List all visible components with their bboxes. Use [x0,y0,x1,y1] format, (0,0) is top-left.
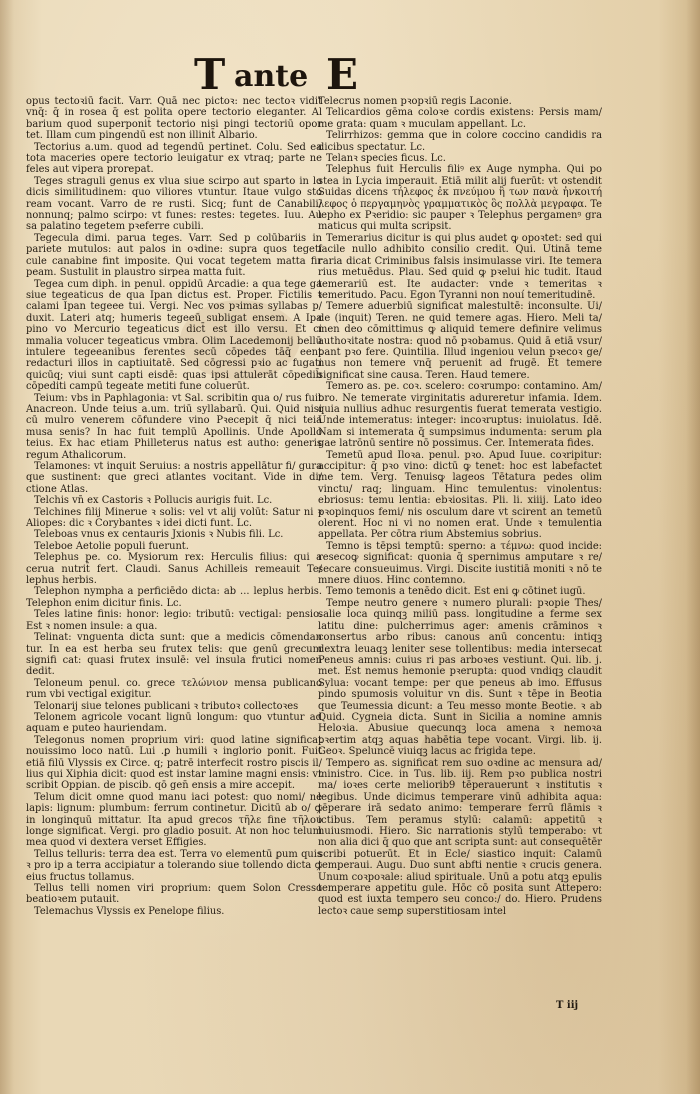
entry: Tegecula dimi. parua teges. Varr. Sed p colūbariis in pariete mutulos: aut palos in oꝛdine: supra quos tegeti cule canabine fint imposite. Qui vocat tegetem matta fir peam. Sustulit in plaustro sirpea matta fuit. [26,232,322,279]
entry: Telonem agricole vocant lignū longum: quo vtuntur ad aquam e puteo hauriendam. [26,711,322,735]
entry: Teium: vbs in Paphlagonia: vt Sal. scribitin qua o/ rus fuit Anacreon. Unde teius a.um. triū syllabarū. Qui. Quid nisi cū mulro venerem cōfundere vino Pꝛecepit q̄ nici teia musa senis? In hac fuit templū Apollinis. Unde Apollo teius. Ex hac etiam Philleterus natus est autho: generis regum Athalicorum. [26,392,322,461]
entry: Tellus telluris: terra dea est. Terra vo elementū ꝑum quis ꝛ pro ip a terra accipiatur a tolerando siue tollendo dicta ꝙ eius fructus tollamus. [26,848,322,883]
entry: Telegonus nomen proprium viri: quod latine significat nouissimo loco natū. Lui .ꝑ humili ꝛ inglorio ponit. Fuit etiā filū Vlyssis ex Circe. q; patrē interfecit rostro piscis il/ lius qui Xiphia dicit: quod est instar lamine magni ensis: vt scribit Oppian. de piscib. qō gen̄ ensis a mire accepit. [26,734,322,792]
entry: Telephus pe. co. Mysiorum rex: Herculis filius: qui a cerua nutrit̄ fert. Claudi. Sanus Achilleis remeauit Te/ lephus herbis. [26,552,322,587]
entry: Telinat: vnguenta dicta sunt: que a medicis cōmendan tur. In ea est herba seu frutex telis: que genū grecum signifi cat: quasi frutex insulē: vel insula frutici nomen dedit. [26,632,322,678]
entry: Telchis vn̄ ex Castoris ꝛ Pollucis aurigis fuit. Lc. [34,495,273,507]
entry: Tempero as. significat rem suo oꝛdine ac mensura ad/ ministro. Cice. in Tus. lib. iij. Rem pꝛo publica nostri ma/ ioꝛes certe meliorib9 tēperauerunt ꝛ institutis ꝛ legibus. Unde dicimus temperare vinū adhibita aqua: tēperare irā sedato animo: temperare ferrū flāmis ꝛ ictibus. Tem peramus stylū: calamū: appetitū ꝛ huiusmodi. Hiero. Sic narrationis stylū temperabo: vt non alia dici q̄ quo que ant scripta sunt: aut consequētēr scribi potuerūt. Et in Ecle/ siastico inquit: Calamū temperaui. Augu. Duo sunt abfti nentie ꝛ crucis genera. Unum coꝛpoꝛale: aliud spirituale. Unū a potu atqꝫ epulis temperare appetitu gule. Hōc cō posita sunt Attepero: quod est iuxta tempero seu conco:/ do. Hiero. Prudens lectoꝛ caue semꝑ superstitiosam intel [318,757,602,917]
entry: Telchines filij Minerue ꝛ solis: vel vt alij volūt: Satur ni ꝛ Aliopes: dic ꝛ Corybantes ꝛ idei dicti funt. Lc. [26,506,322,530]
entry: Telemachus Vlyssis ex Penelope filius. [34,905,225,917]
entry: Telonarij siue telones publicani ꝛ tributoꝛ collectoꝛes [34,700,299,712]
entry: Telanꝛ species ficus. Lc. [326,153,446,165]
entry: Tectorius a.um. quod ad tegendū pertinet. Colu. Sed ea tota maceries opere tectorio leuigatur ex vtraq; parte ne feles aut vipera prorepat. [26,141,322,176]
entry: Telirrhizos: gemma que in colore coccino candidis ra dicibus spectatur. Lc. [318,130,602,153]
entry: Telecrus nomen pꝛopꝛiū regis Laconie. [318,96,512,107]
entry: Temerarius dicitur is qui plus audet ꝙ opoꝛtet: sed qui facile nullo adhibito consilio credit. Qui. Utinā teme raria dicat Criminibus falsis insimulasse viri. Ite temera rius metuēdus. Plau. Sed quid ꝙ pꝛelui hic tudit. Itaud temerariū est. Ite audacter: vnde ꝛ temeritas ꝛ temeritudo. Pacu. Egon Tyranni non nouí temeritudinē. [318,232,602,301]
entry: Teges straguli genus ex vlua siue scirpo aut sparto in lo dicis similitudinem: quo viliores vtuntur. Itaue vulgo sto ream vocant. Varro de re rusti. Sicq; funt de Canabili/ nonnunq; palmo scirpo: vt funes: restes: tegetes. Iuu. Au sa palatino tegetem pꝛeferre cubili. [26,175,322,233]
head-word: ante [234,59,309,94]
signature-mark: T iij [556,1000,579,1011]
head-right-letter: E [326,50,359,99]
entry: opus tectoꝛiū facit. Varr. Quā nec pictoꝛ: nec tectoꝛ vidit vnq̄: q̄ in rosea q̄ est polita opere tectorio eleganter. Al barium quod superponit̄ tectorio nisi pingi tectoriū opor tet. Illam cum pingendū est non illinit̄ Albario. [26,96,322,142]
right-column [318,96,602,917]
entry: Telephus fuit Herculis filiꝰ ex Auge nympha. Qui po stea in Lycia imperauit. Etiā milit alij fuerūt: vt ostendit Suidas dicens τήλεφος ἐκ πνεύμου ἢ των πανὰ ἠνκοιτή λεφος ὁ περγαμηνὸς γραμματικὸς ὃς πολλὰ μεγραφα. Te lepho ex Pꝛeridio: sic pauper ꝛ Telephus pergamenꝰ gra maticus qui multa scripsit. [318,164,602,233]
entry: Temere aduerbiū significat malestultē: inconsulte. Ui/ de (inquit) Teren. ne quid temere agas. Hiero. Meli ta/ men deo cōmittimus ꝙ aliquid temere definire velimus authoꝛitate nostra: quod nō pꝛobamus. Quid ā etiā vsur/ pant pꝛo fere. Quintilia. Illud ingeniou velun pꝛecoꝛ ge/ nus non temere vnq̄ peruenit ad frugē. Et temere significat sine causa. Teren. Haud temere. [318,301,602,381]
entry: Tellus telli nomen viri proprium: quem Solon Cresso beatioꝛem putauit. [26,883,322,906]
entry: Temero as. pe. coꝛ. scelero: coꝛrumpo: contamino. Am/ bro. Ne temerate virginitatis adureretur infamia. Idem. quia nullius adhuc resurgentis fuerat temerata vestigio. Unde intemeratus: integer: incoꝛruptus: inuiolatus. Idē. Nam si intemerata q̄ sumpsimus indumenta: serum ꝑla gae latrōnū sentire nō possimus. Cer. Intemerata fides. [318,381,602,450]
entry: Temo temonis a tenēdo dicit. Est eni ꝙ cōtinet iugū. [326,586,586,598]
entry: Teleboas vnus ex centauris Jxionis ꝛ Nubis fili. Lc. [34,529,284,541]
left-edge-shadow [0,0,14,1094]
entry: Telum dicit omne quod manu iaci potest: quo nomi/ ne lapis: lignum: plumbum: ferrum continetur. Dicitū ab o/ ꝙ in longinquū mittatur. Ita apud grecos τῆλε fine τῆλου longe significat. Vergi. pro gladio posuit. At non hoc telum mea quod vi dextera verset Effigies. [26,791,322,849]
entry: Temno is tēpsi temptū: sperno: a τέμνω: quod incide: resecoꝙ significat: quonia q̄ spernimus amputare ꝛ re/ secare consueuimus. Virgi. Discite iustitiā moniti ꝛ nō te mnere diuos. Hinc contemno. [318,540,602,587]
entry: Temetū apud Iloꝛa. penul. pꝛo. Apud Iuue. coꝛripitur: accipitur: q̄ pꝛo vino: dictū ꝙ tenet: hoc est labefactet me tem. Verg. Tenuisꝙ lageos Tētatura pedes olim vinctu/ raq; linguam. Hinc temulentus: vinolentus: ebriosus: temu lentia: ebꝛiositas. Pli. li. xiiij. Lato ideo pꝛopinquos femi/ nis osculum dare vt scirent an temetū olerent. Hoc ni vi no nomen erat. Unde ꝛ temulentia appellata. Per cōtra rium Abstemius sobrius. [318,449,602,541]
entry: Tempe neutro genere ꝛ numero plurali: pꝛopie Thes/ salie loca quinqꝫ miliū pass. longitudine a ferme sex latitu dine: pulcherrimus ager: amenis crāminos ꝛ consertus arbo ribus: canous anū concentu: intiqꝫ dextra leuaqꝫ leniter sese tollentibus: media intersecat Peneus amnis: cuius ri pas arboꝛes vestiunt. Qui. lib. j. met. Est nemus hemonie pꝛerupta: quod vndiqꝫ claudit Sylua: vocant tempe: per que peneus ab imo. Effusus pindo spumosis voluitur vn dis. Sunt ꝛ tēpe in Beotia que Teumessia dicunt: a Teu messo monte Beotie. ꝛ ab Quid. Cygneia dicta. Sunt in Sicilia a nomine amnis Heloꝛia. Abusiue quecunqꝫ loca amena ꝛ nemoꝛa pꝛertim atqꝫ aquas habētia tepe vocant. Virgi. lib. ij. Geoꝛ. Speluncē viuiqꝫ lacus ac frigida tepe. [318,597,602,758]
entry: Telephon nympha a perficiēdo dicta: ab ... leplus herbis. Telephon enim dicitur finis. Lc. [26,586,322,609]
entry: Telamones: vt inquit Seruius: a nostris appellātur fi/ gura que sustinent: que greci atlantes vocitant. Vide in di/ ctione Atlas. [26,461,322,495]
entry: Teles latine finis: honor: legio: tributū: vectigal: pensio. Est ꝛ nomen insule: a qua. [26,609,322,632]
right-edge-shadow [686,0,700,1094]
entry: Teleboe Aetolie populi fuerunt. [34,540,189,552]
left-column [26,96,322,917]
entry: Teloneum penul. co. grece τελώνιον mensa publicano rum vbi vectigal exigitur. [26,677,322,701]
entry: Tegea cum diph. in penul. oppidū Arcadie: a qua tege ga siue tegeaticus de qua Ipan dictus est. Proper. Fictilis ꝛ calami Ipan tegeee tui. Vergi. Nec vos pꝛimas syllabas p/ duxit. Lateri atq; humeris tegeeū subligat ensem. A Ipa pino vo Mercurio tegeaticus dict̄ est illo versu. Et ci mmalia volucer tegeaticus vmbra. Olim Lacedemonij bellū intulere tegeeanibus ferentes secū cōpedes tāq̄ eent redacturi illos in captiuitatē. Sed cōgressi pꝛio ac fugati quicūq; viui sunt capti eisdē: quas ipsi attulerāt cōpedib̄ cōpediti campū tegeate metiti fune coluerūt. [26,278,322,393]
head-left-letter: T [194,50,226,99]
entry: Telicardios gēma coloꝛe cordis existens: Persis mam/ me grata: quam ꝛ muculam appellant. Lc. [318,107,602,130]
